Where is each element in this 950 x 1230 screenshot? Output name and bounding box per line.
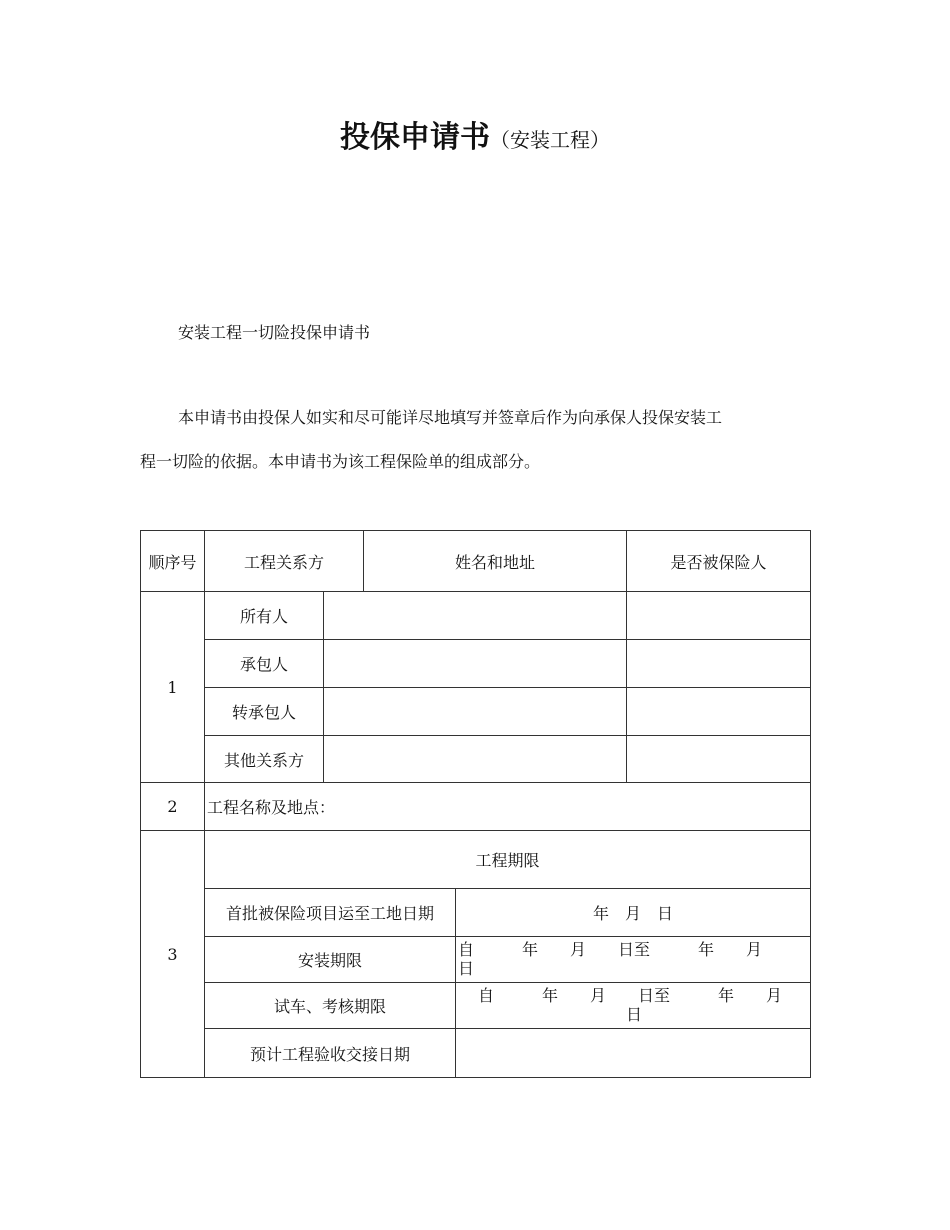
other-insured-field[interactable] — [626, 735, 811, 783]
first-delivery-label: 首批被保险项目运至工地日期 — [204, 888, 456, 937]
installation-period-field[interactable] — [455, 936, 811, 983]
intro-line-2: 程一切险的依据。本申请书为该工程保险单的组成部分。 — [140, 452, 541, 471]
subcontractor-insured-field[interactable] — [626, 687, 811, 736]
contractor-name-address-field[interactable] — [323, 639, 627, 688]
document-title — [0, 112, 950, 156]
trial-period-field[interactable] — [455, 982, 811, 1029]
title-main: 投保申请书 — [340, 120, 490, 155]
header-no: 顺序号 — [140, 530, 205, 592]
row1-no: 1 — [140, 591, 205, 783]
trial-period-line1: 自 年 月 日至 年 月 — [478, 986, 783, 1005]
first-delivery-date-field[interactable]: 年 月 日 — [455, 888, 811, 937]
header-name-address: 姓名和地址 — [363, 530, 627, 592]
period-title: 工程期限 — [204, 830, 811, 889]
header-insured: 是否被保险人 — [626, 530, 811, 592]
subcontractor-name-address-field[interactable] — [323, 687, 627, 736]
role-subcontractor: 转承包人 — [204, 687, 324, 736]
contractor-insured-field[interactable] — [626, 639, 811, 688]
installation-period-label: 安装期限 — [204, 936, 456, 983]
subtitle: 安装工程一切险投保申请书 — [178, 323, 371, 342]
row2-no: 2 — [140, 782, 205, 831]
header-party: 工程关系方 — [204, 530, 364, 592]
role-owner: 所有人 — [204, 591, 324, 640]
other-name-address-field[interactable] — [323, 735, 627, 783]
owner-insured-field[interactable] — [626, 591, 811, 640]
role-other: 其他关系方 — [204, 735, 324, 783]
trial-period-label: 试车、考核期限 — [204, 982, 456, 1029]
owner-name-address-field[interactable] — [323, 591, 627, 640]
acceptance-date-field[interactable] — [455, 1028, 811, 1078]
row3-no: 3 — [140, 830, 205, 1078]
project-name-location-field[interactable]: 工程名称及地点： — [204, 782, 811, 831]
installation-period-line1: 自 年 月 日至 年 月 — [458, 940, 763, 959]
title-sub: （安装工程） — [490, 128, 610, 152]
acceptance-date-label: 预计工程验收交接日期 — [204, 1028, 456, 1078]
installation-period-line2: 日 — [458, 959, 475, 978]
intro-line-1: 本申请书由投保人如实和尽可能详尽地填写并签章后作为向承保人投保安装工 — [178, 408, 723, 427]
trial-period-line2: 日 — [626, 1005, 643, 1024]
role-contractor: 承包人 — [204, 639, 324, 688]
